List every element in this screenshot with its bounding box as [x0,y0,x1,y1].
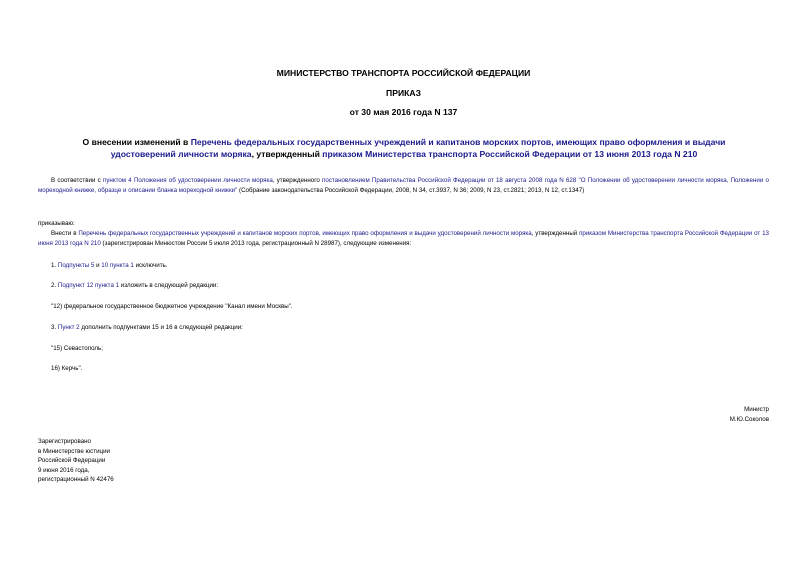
registration-line: в Министерстве юстиции [38,447,111,455]
intro-paragraph [38,229,769,248]
registration-line: Зарегистрировано [38,438,91,445]
title-link-list[interactable]: Перечень федеральных государственных учреждений и капитанов морских портов, имеющих право оформления и выдачи удостоверений личности моряка [110,137,726,159]
document-title [60,136,748,160]
title-link-order[interactable]: приказом Министерства транспорта Российской Федерации от 13 июня 2013 года N 210 [322,149,698,159]
intro-text: , утвержденный [531,230,580,237]
preamble-text: (Собрание законодательства Российской Федерации, 2008, N 34, ст.3937, N 36; 2009, N 23, ст.2821; 2013, N 12, ст.1347) [237,186,585,194]
signature-title: Министр [744,406,769,413]
item-text: дополнить подпунктами 15 и 16 в следующей редакции: [79,324,243,331]
intro-text: Внести в [51,230,79,237]
item-text: исключить. [133,262,168,269]
preamble-text: В соответствии с [51,177,103,184]
link-subitem-5[interactable]: Подпункты 5 [57,262,95,269]
title-text: О внесении изменений в [82,137,191,147]
change-item-3 [51,323,243,332]
link-subitem-12[interactable]: Подпункт 12 пункта 1 [57,282,120,289]
item-number: 3. [51,324,58,331]
ministry-heading: МИНИСТЕРСТВО ТРАНСПОРТА РОССИЙСКОЙ ФЕДЕРАЦИИ [276,68,531,78]
item-number: 1. [51,262,58,269]
date-number-heading: от 30 мая 2016 года N 137 [349,107,458,117]
item-text: изложить в следующей редакции: [119,282,219,289]
title-text: , утвержденный [251,149,323,159]
change-item-2 [51,281,218,290]
registration-line: регистрационный N 42476 [38,476,114,484]
preamble-link-regulation[interactable]: пунктом 4 Положения об удостоверении личности моряка [102,177,273,184]
intro-link-order[interactable]: приказом Министерства транспорта Российской Федерации от 13 июня 2013 года N 210 [38,230,769,247]
preamble-link-decree[interactable]: постановлением Правительства Российской Федерации от 18 августа 2008 года N 628 "О Положении об удостоверении личности моряка, Положении о мореходной книжке, образце и описании бланка мореходной книжки" [38,177,769,194]
order-word: приказываю: [38,220,75,227]
registration-line: 9 июня 2016 года, [38,466,90,474]
link-point-2[interactable]: Пункт 2 [57,324,80,331]
item-number: 2. [51,282,58,289]
intro-text: (зарегистрирован Минюстом России 5 июля 2013 года, регистрационный N 28987), следующие изменения: [100,239,412,247]
link-subitem-10[interactable]: 10 пункта 1 [101,262,134,269]
item-3-quote-15: "15) Севастополь; [51,345,103,352]
item-text: и [94,262,102,269]
preamble-text: , утвержденного [272,177,322,184]
preamble-paragraph [38,176,769,195]
intro-link-list[interactable]: Перечень федеральных государственных учреждений и капитанов морских портов, имеющих право оформления и выдачи удостоверений личности моряка [78,230,532,237]
item-2-quote: "12) федеральное государственное бюджетное учреждение "Канал имени Москвы". [51,303,293,310]
registration-block [38,437,114,485]
change-item-1 [51,261,167,270]
registration-line: Российской Федерации [38,457,106,465]
signature-name: М.Ю.Соколов [729,416,769,423]
doc-type-heading: ПРИКАЗ [386,88,421,98]
item-3-quote-16: 16) Керчь". [51,365,83,372]
